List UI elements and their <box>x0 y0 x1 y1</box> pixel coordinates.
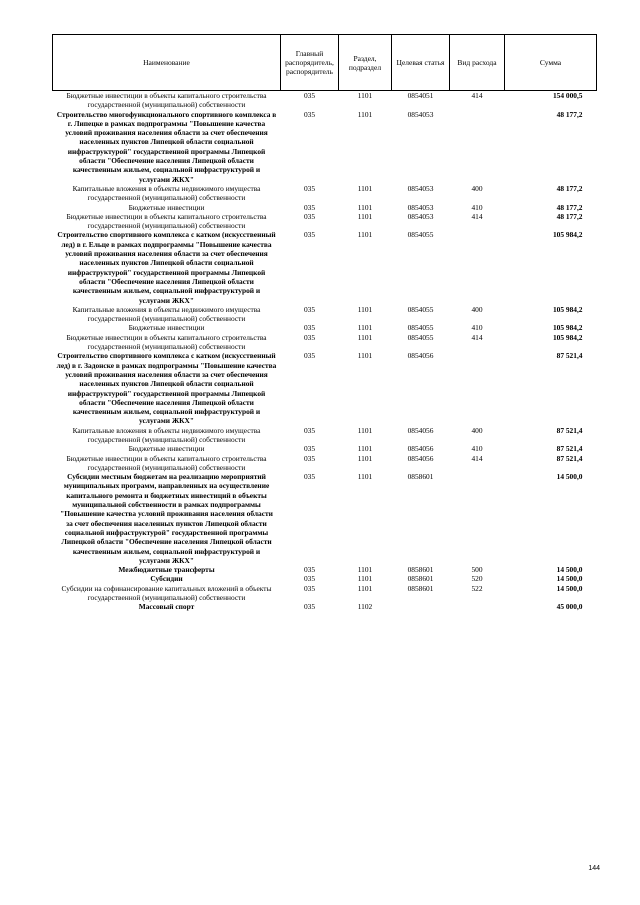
table-row <box>53 584 597 603</box>
cell-target: 0858601 <box>407 565 434 575</box>
cell-sum: 14 500,0 <box>556 472 583 482</box>
cell-name: Бюджетные инвестиции в объекты капитального строительства государственной (муниципальной) собственности <box>66 91 267 110</box>
table-row <box>53 91 597 110</box>
cell-admin: 035 <box>303 323 316 333</box>
cell-type: 414 <box>471 332 483 342</box>
cell-name: Бюджетные инвестиции <box>128 444 205 454</box>
cell-section: 1101 <box>357 453 373 463</box>
table-row <box>53 203 597 212</box>
cell-target: 0858601 <box>407 583 434 593</box>
cell-section: 1101 <box>357 109 373 119</box>
cell-target: 0854056 <box>407 453 434 463</box>
cell-name: Бюджетные инвестиции в объекты капитального строительства государственной (муниципальной) собственности <box>66 332 267 352</box>
header-section: Раздел, подраздел <box>339 35 392 91</box>
cell-section: 1101 <box>357 211 373 221</box>
cell-admin: 035 <box>303 583 316 593</box>
table-row <box>53 574 597 583</box>
cell-admin: 035 <box>303 351 316 361</box>
table-row <box>53 333 597 352</box>
cell-section: 1101 <box>357 425 373 435</box>
cell-name: Субсидии местным бюджетам на реализацию мероприятий муниципальных программ, направленных на осуществление капитального ремонта и бюджетных инвестиций в объекты муниципальной собственности в рамках подпрограммы "Повышение качества условий проживания населения области за счет обеспечения населенных пунктов Липецкой области социальной инфраструктурой" государственной программы Липецкой области "Обеспечение населения Липецкой области качественным жильем, социальной инфраструктурой и услугами ЖКХ" <box>60 472 273 565</box>
cell-section: 1101 <box>357 583 373 593</box>
cell-target: 0858601 <box>407 472 434 482</box>
cell-name: Бюджетные инвестиции <box>128 323 205 333</box>
cell-type: 410 <box>471 444 483 454</box>
cell-section: 1102 <box>357 602 373 612</box>
cell-admin: 035 <box>303 202 316 212</box>
cell-sum: 45 000,0 <box>556 602 583 612</box>
cell-target: 0854056 <box>407 351 434 361</box>
cell-admin: 035 <box>303 425 316 435</box>
cell-sum: 48 177,2 <box>556 183 583 193</box>
cell-sum: 105 984,2 <box>552 230 583 240</box>
cell-type: 500 <box>471 565 483 575</box>
table-body <box>53 91 597 612</box>
cell-admin: 035 <box>303 183 316 193</box>
cell-type <box>450 351 505 425</box>
cell-admin: 035 <box>303 472 316 482</box>
table-row <box>53 602 597 611</box>
cell-type: 522 <box>471 583 483 593</box>
cell-target: 0854053 <box>407 202 434 212</box>
cell-sum: 105 984,2 <box>552 332 583 342</box>
cell-admin: 035 <box>303 230 316 240</box>
cell-type: 414 <box>471 211 483 221</box>
cell-admin: 035 <box>303 565 316 575</box>
cell-admin: 035 <box>303 304 316 314</box>
cell-section: 1101 <box>357 304 373 314</box>
cell-section: 1101 <box>357 472 373 482</box>
cell-section: 1101 <box>357 444 373 454</box>
cell-name: Бюджетные инвестиции в объекты капитального строительства государственной (муниципальной) собственности <box>66 453 267 472</box>
table-row <box>53 444 597 453</box>
cell-target: 0854055 <box>407 332 434 342</box>
cell-admin: 035 <box>303 453 316 463</box>
cell-target: 0854055 <box>407 230 434 240</box>
cell-type <box>450 230 505 304</box>
table-row <box>53 230 597 304</box>
cell-sum: 154 000,5 <box>552 91 583 100</box>
cell-name: Массовый спорт <box>138 602 195 612</box>
cell-target: 0858601 <box>407 574 434 584</box>
cell-target: 0854055 <box>407 304 434 314</box>
table-row <box>53 426 597 445</box>
cell-admin: 035 <box>303 109 316 119</box>
cell-target: 0854051 <box>407 91 434 100</box>
cell-target: 0854056 <box>407 425 434 435</box>
cell-sum: 105 984,2 <box>552 304 583 314</box>
cell-name: Субсидии на софинансирование капитальных вложений в объекты государственной (муниципальной) собственности <box>61 583 272 603</box>
cell-target: 0854053 <box>407 211 434 221</box>
cell-type: 400 <box>471 183 483 193</box>
header-admin: Главный распорядитель, распорядитель <box>281 35 339 91</box>
cell-section: 1101 <box>357 332 373 342</box>
table-row <box>53 472 597 565</box>
cell-name: Строительство спортивного комплекса с катком (искусственный лед) в г. Задонске в рамках подпрограммы "Повышение качества условий проживания населения области за счет обеспечения населенных пунктов Липецкой области социальной инфраструктурой" государственной программы Липецкой области "Обеспечение населения Липецкой области качественным жильем, социальной инфраструктурой и услугами ЖКХ" <box>56 351 277 426</box>
cell-type: 410 <box>471 202 483 212</box>
cell-section: 1101 <box>357 202 373 212</box>
table-row <box>53 323 597 332</box>
table-header <box>53 35 597 91</box>
cell-type <box>450 110 505 184</box>
cell-sum: 14 500,0 <box>556 565 583 575</box>
cell-type: 414 <box>471 91 483 100</box>
cell-admin: 035 <box>303 211 316 221</box>
cell-section: 1101 <box>357 323 373 333</box>
header-target: Целевая статья <box>392 35 450 91</box>
cell-admin: 035 <box>303 574 316 584</box>
cell-name: Строительство спортивного комплекса с катком (искусственный лед) в г. Ельце в рамках подпрограммы "Повышение качества условий проживания населения области за счет обеспечения населенных пунктов Липецкой области социальной инфраструктурой" государственной программы Липецкой области "Обеспечение населения Липецкой области качественным жильем, социальной инфраструктурой и услугами ЖКХ" <box>57 230 276 305</box>
table-row <box>53 454 597 473</box>
header-type: Вид расхода <box>450 35 505 91</box>
cell-name: Капитальные вложения в объекты недвижимого имущества государственной (муниципальной) собственности <box>72 304 261 324</box>
table-row <box>53 351 597 425</box>
cell-sum: 48 177,2 <box>556 202 583 212</box>
cell-name: Капитальные вложения в объекты недвижимого имущества государственной (муниципальной) собственности <box>72 425 261 444</box>
table-row <box>53 305 597 324</box>
cell-section: 1101 <box>357 183 373 193</box>
cell-type: 400 <box>471 425 483 435</box>
cell-name: Капитальные вложения в объекты недвижимого имущества государственной (муниципальной) собственности <box>72 183 261 203</box>
cell-admin: 035 <box>303 91 316 100</box>
cell-target: 0854056 <box>407 444 434 454</box>
table-row <box>53 184 597 203</box>
cell-section: 1101 <box>357 230 373 240</box>
cell-type <box>450 472 505 565</box>
cell-name: Бюджетные инвестиции в объекты капитального строительства государственной (муниципальной) собственности <box>66 211 267 231</box>
cell-sum: 14 500,0 <box>556 583 583 593</box>
cell-type: 520 <box>471 574 483 584</box>
cell-name: Межбюджетные трансферты <box>118 565 215 575</box>
cell-name: Субсидии <box>150 574 183 584</box>
cell-type <box>450 602 505 611</box>
table-row <box>53 110 597 184</box>
budget-table <box>52 34 597 612</box>
table-row <box>53 565 597 574</box>
cell-type: 400 <box>471 304 483 314</box>
cell-name: Строительство многофункционального спортивного комплекса в г. Липецке в рамках подпрограммы "Повышение качества условий проживания населения области за счет обеспечения населенных пунктов Липецкой области социальной инфраструктурой" государственной программы Липецкой области "Обеспечение населения Липецкой области качественным жильем, социальной инфраструктурой и услугами ЖКХ" <box>56 109 277 184</box>
cell-type: 414 <box>471 453 483 463</box>
cell-target: 0854053 <box>407 109 434 119</box>
cell-sum: 48 177,2 <box>556 109 583 119</box>
cell-section: 1101 <box>357 91 373 100</box>
cell-admin: 035 <box>303 602 316 612</box>
cell-sum: 105 984,2 <box>552 323 583 333</box>
cell-admin: 035 <box>303 444 316 454</box>
cell-sum: 87 521,4 <box>556 444 583 454</box>
cell-target: 0854055 <box>407 323 434 333</box>
page-number: 144 <box>588 865 600 872</box>
cell-section: 1101 <box>357 574 373 584</box>
cell-sum: 14 500,0 <box>556 574 583 584</box>
header-name: Наименование <box>53 35 281 91</box>
cell-name: Бюджетные инвестиции <box>128 202 205 212</box>
cell-sum: 87 521,4 <box>556 351 583 361</box>
cell-target: 0854053 <box>407 183 434 193</box>
cell-sum: 48 177,2 <box>556 211 583 221</box>
cell-sum: 87 521,4 <box>556 453 583 463</box>
cell-section: 1101 <box>357 565 373 575</box>
header-sum: Сумма <box>505 35 597 91</box>
cell-type: 410 <box>471 323 483 333</box>
cell-admin: 035 <box>303 332 316 342</box>
cell-section: 1101 <box>357 351 373 361</box>
table-row <box>53 212 597 231</box>
cell-sum: 87 521,4 <box>556 425 583 435</box>
cell-target <box>392 602 450 611</box>
